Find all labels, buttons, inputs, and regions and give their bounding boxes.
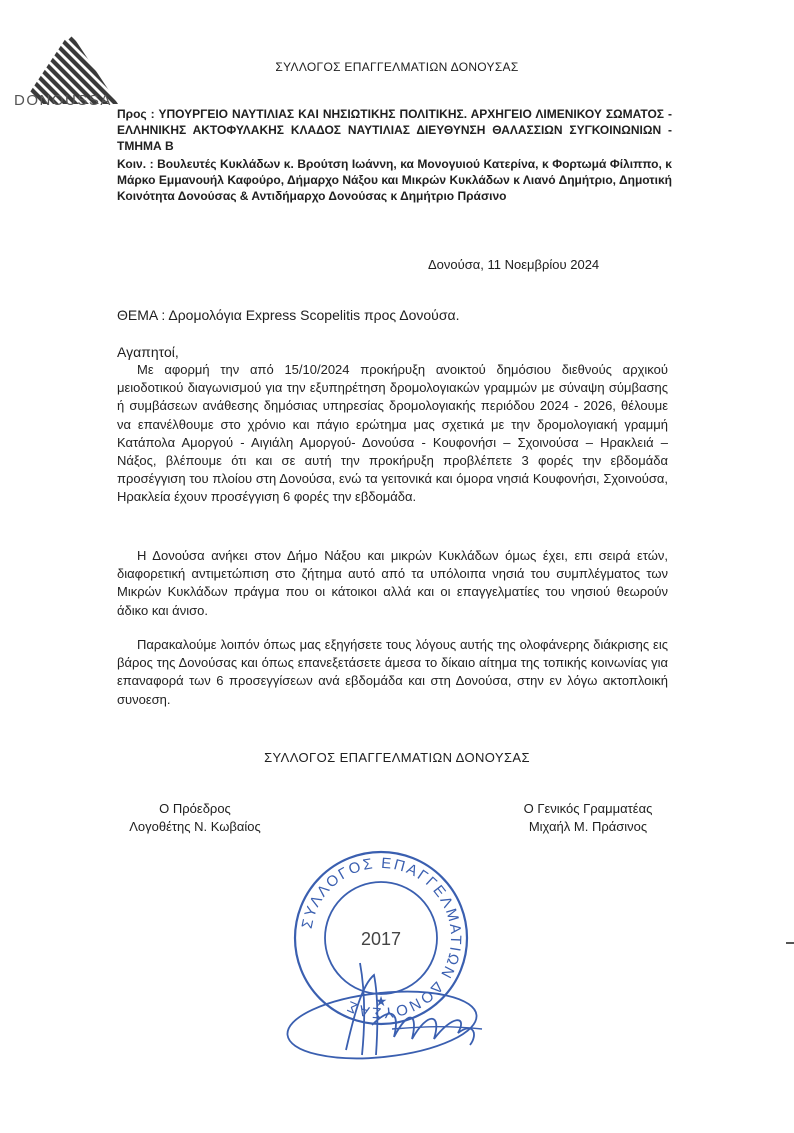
body-paragraph-2: Η Δονούσα ανήκει στον Δήμο Νάξου και μικρών Κυκλάδων όμως έχει, επι σειρά ετών, διαφορετική αντιμετώπιση στο ζήτημα αυτό από τα υπόλοιπα νησιά του συμπλέγματος των Μικρών Κυκλάδων πράγμα που οι κάτοικοι αλλά και οι επαγγελματίες του νησιού θεωρούν άδικο και άνισο. <box>117 548 668 618</box>
body-paragraph-3: Παρακαλούμε λοιπόν όπως μας εξηγήσετε τους λόγους αυτής της ολοφάνερης διάκρισης εις βάρος της Δονούσας και όπως επανεξετάσετε άμεσα το δίκαιο αίτημα της τοπικής κοινωνίας για επαναφορά των 6 προσεγγίσεων ανά εβδομάδα και στη Δονούσα, στην εν λόγω ακτοπλοική συνοεση. <box>117 637 668 707</box>
president-name: Λογοθέτης Ν. Κωβαίος <box>129 819 261 834</box>
signatory-president <box>110 800 280 836</box>
salutation: Αγαπητοί, <box>117 344 179 360</box>
signatory-secretary <box>498 800 678 836</box>
page-edge-mark <box>786 942 794 944</box>
stamp-text: ΣΥΛΛΟΓΟΣ ΕΠΑΓΓΕΛΜΑΤΙΩΝ ΔΟΝΟΥΣΑΣ <box>298 854 465 1022</box>
recipients-block <box>117 106 672 206</box>
stamp-year: 2017 <box>360 929 402 949</box>
letter-subject: ΘΕΜΑ : Δρομολόγια Express Scopelitis προς Δονούσα. <box>117 307 460 323</box>
handwritten-signature <box>282 955 522 1070</box>
closing-organization: ΣΥΛΛΟΓΟΣ ΕΠΑΓΓΕΛΜΑΤΙΩΝ ΔΟΝΟΥΣΑΣ <box>264 750 530 765</box>
secretary-name: Μιχαήλ Μ. Πράσινος <box>528 819 648 834</box>
logo-text: DONOUSSA <box>14 92 112 109</box>
letterhead-organization: ΣΥΛΛΟΓΟΣ ΕΠΑΓΓΕΛΜΑΤΙΩΝ ΔΟΝΟΥΣΑΣ <box>275 60 519 74</box>
president-title: Ο Πρόεδρος <box>159 801 231 816</box>
secretary-title: Ο Γενικός Γραμματέας <box>523 801 653 816</box>
letter-date: Δονούσα, 11 Νοεμβρίου 2024 <box>428 257 600 272</box>
svg-text:★: ★ <box>374 993 388 1009</box>
recipient-cc: Κοιν. : Βουλευτές Κυκλάδων κ. Βρούτση Ιωάννη, κα Μονογυιού Κατερίνα, κ Φορτωμά Φίλιππο, κ Μάρκο Εμμανουήλ Καφούρο, Δήμαρχο Νάξου και Μικρών Κυκλάδων κ Λιανό Δημήτριο, Δημοτική Κοινότητα Δονούσας & Αντιδήμαρχο Δονούσας κ Δημήτριο Πράσινο <box>117 157 672 203</box>
body-paragraph-1: Με αφορμή την από 15/10/2024 προκήρυξη ανοικτού δημόσιου διεθνούς αρχικού μειοδοτικού διαγωνισμού για την εξυπηρέτηση δρομολογιακών γραμμών με σύναψη σύμβασης ή συμβάσεων ανάθεσης δημόσιας υπηρεσίας δρομολογιακής περιόδου 2024 - 2026, θέλουμε να επανέλθουμε στο χρόνιο και πάγιο ερώτημα μας σχετικά με την δρομολογιακή γραμμή Κατάπολα Αμοργού - Αιγιάλη Αμοργού- Δονούσα - Κουφονήσι – Σχοινούσα – Ηρακλειά – Νάξος, βλέπουμε ότι και σε αυτή την προκήρυξη προβλέπετε 3 φορές την εβδομάδα προσέγγιση του πλοίου στη Δονούσα, ενώ τα γειτονικά και όμορα νησιά Κουφονήσι, Σχοινούσα, Ηρακλεία έχουν προσέγγιση 6 φορές την εβδομάδα. <box>117 362 668 505</box>
recipient-to: Προς : ΥΠΟΥΡΓΕΙΟ ΝΑΥΤΙΛΙΑΣ ΚΑΙ ΝΗΣΙΩΤΙΚΗΣ ΠΟΛΙΤΙΚΗΣ. ΑΡΧΗΓΕΙΟ ΛΙΜΕΝΙΚΟΥ ΣΩΜΑΤΟΣ - ΕΛΛΗΝΙΚΗΣ ΑΚΤΟΦΥΛΑΚΗΣ ΚΛΑΔΟΣ ΝΑΥΤΙΛΙΑΣ ΔΙΕΥΘΥΝΣΗ ΘΑΛΑΣΣΙΩΝ ΣΥΓΚΟΙΝΩΝΙΩΝ - ΤΜΗΜΑ Β <box>117 107 672 153</box>
